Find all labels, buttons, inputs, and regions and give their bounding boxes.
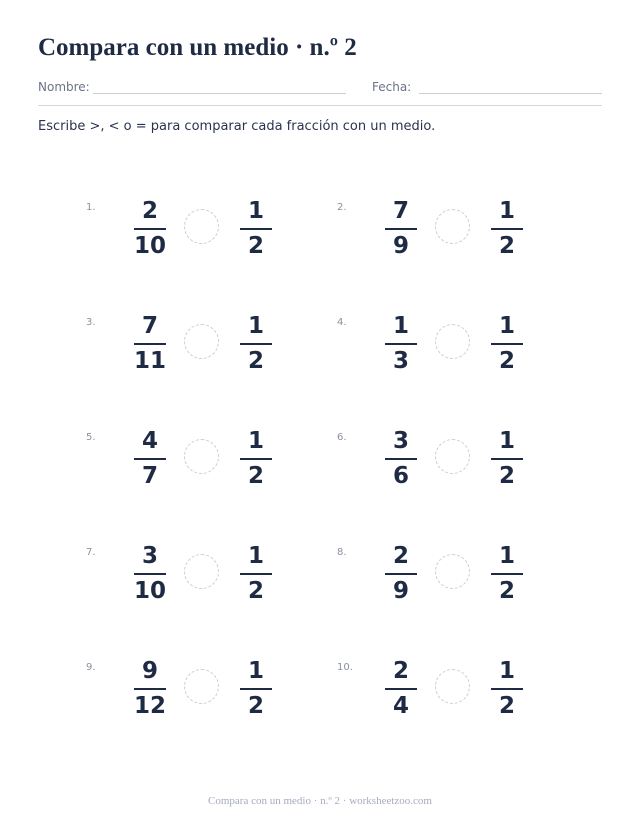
fraction-bar [134,688,166,690]
fraction-bar [491,228,523,230]
denominator: 2 [247,693,264,719]
denominator: 2 [247,578,264,604]
problem-number: 3. [86,317,96,328]
denominator: 2 [498,578,515,604]
fraction-right [487,198,527,260]
fraction-right [236,543,276,605]
fraction-left [130,543,170,605]
fraction-right [236,198,276,260]
denominator: 11 [133,348,166,374]
numerator: 1 [247,543,264,569]
fraction-bar [134,228,166,230]
numerator: 1 [247,313,264,339]
numerator: 1 [247,658,264,684]
fraction-right [236,658,276,720]
answer-circle[interactable] [184,324,219,359]
fraction-bar [385,343,417,345]
denominator: 2 [247,233,264,259]
fraction-bar [240,688,272,690]
fraction-bar [240,573,272,575]
numerator: 7 [141,313,158,339]
fraction-left [381,428,421,490]
answer-circle[interactable] [435,324,470,359]
denominator: 2 [247,348,264,374]
fraction-left [130,313,170,375]
fraction-bar [240,458,272,460]
denominator: 6 [392,463,409,489]
date-label: Fecha: [372,80,412,94]
numerator: 3 [141,543,158,569]
denominator: 10 [133,233,166,259]
fraction-right [487,313,527,375]
fraction-left [130,658,170,720]
denominator: 9 [392,578,409,604]
problem-item [86,535,336,615]
numerator: 4 [141,428,158,454]
denominator: 7 [141,463,158,489]
numerator: 1 [247,198,264,224]
denominator: 2 [498,348,515,374]
problem-item [86,305,336,385]
fraction-bar [385,458,417,460]
fraction-bar [134,343,166,345]
answer-circle[interactable] [184,669,219,704]
fraction-bar [134,458,166,460]
problem-number: 9. [86,662,96,673]
problem-item [337,535,587,615]
problem-number: 7. [86,547,96,558]
numerator: 1 [392,313,409,339]
numerator: 7 [392,198,409,224]
problem-number: 2. [337,202,347,213]
instructions: Escribe >, < o = para comparar cada fracción con un medio. [38,119,436,134]
denominator: 2 [498,233,515,259]
denominator: 12 [133,693,166,719]
numerator: 2 [141,198,158,224]
denominator: 9 [392,233,409,259]
fraction-bar [385,228,417,230]
problem-item [86,420,336,500]
problem-number: 4. [337,317,347,328]
numerator: 2 [392,658,409,684]
numerator: 3 [392,428,409,454]
problem-item [337,190,587,270]
numerator: 1 [498,428,515,454]
numerator: 1 [498,543,515,569]
fraction-right [487,658,527,720]
denominator: 4 [392,693,409,719]
name-date-row [38,80,602,98]
answer-circle[interactable] [435,669,470,704]
footer: Compara con un medio · n.º 2 · worksheetzoo.com [208,795,432,807]
fraction-bar [491,688,523,690]
fraction-right [487,428,527,490]
numerator: 1 [498,198,515,224]
fraction-bar [491,458,523,460]
fraction-left [130,198,170,260]
fraction-bar [240,343,272,345]
numerator: 2 [392,543,409,569]
numerator: 1 [247,428,264,454]
fraction-bar [134,573,166,575]
fraction-bar [385,573,417,575]
name-label: Nombre: [38,80,90,94]
problem-item [337,305,587,385]
name-field[interactable] [93,93,346,94]
answer-circle[interactable] [184,209,219,244]
problem-number: 8. [337,547,347,558]
answer-circle[interactable] [184,554,219,589]
problem-number: 1. [86,202,96,213]
numerator: 1 [498,658,515,684]
answer-circle[interactable] [435,439,470,474]
numerator: 9 [141,658,158,684]
date-field[interactable] [419,93,602,94]
problem-number: 5. [86,432,96,443]
fraction-right [487,543,527,605]
numerator: 1 [498,313,515,339]
worksheet-title: Compara con un medio · n.º 2 [38,34,357,61]
answer-circle[interactable] [435,554,470,589]
problem-item [337,420,587,500]
fraction-bar [491,573,523,575]
answer-circle[interactable] [435,209,470,244]
fraction-left [381,543,421,605]
answer-circle[interactable] [184,439,219,474]
fraction-right [236,428,276,490]
fraction-bar [240,228,272,230]
problem-item [86,650,336,730]
denominator: 2 [498,463,515,489]
fraction-left [381,658,421,720]
problem-item [86,190,336,270]
header-divider [38,105,602,106]
fraction-left [381,313,421,375]
denominator: 10 [133,578,166,604]
fraction-right [236,313,276,375]
problem-item [337,650,587,730]
problem-number: 6. [337,432,347,443]
denominator: 3 [392,348,409,374]
denominator: 2 [498,693,515,719]
fraction-bar [491,343,523,345]
fraction-bar [385,688,417,690]
fraction-left [381,198,421,260]
denominator: 2 [247,463,264,489]
problem-number: 10. [337,662,353,673]
fraction-left [130,428,170,490]
